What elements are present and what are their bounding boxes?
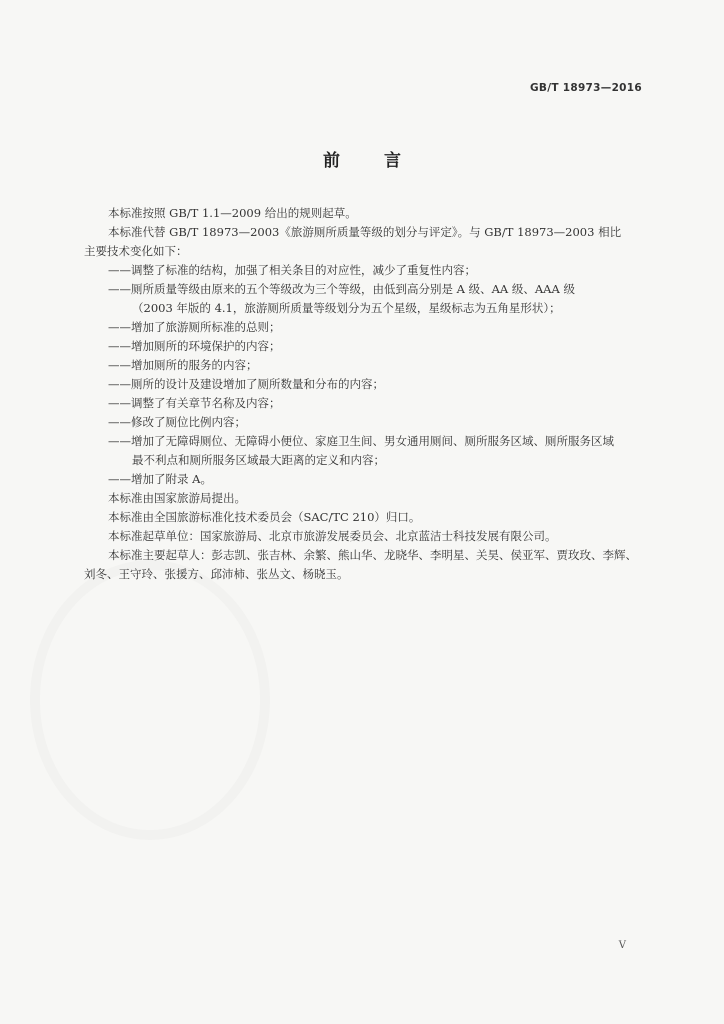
- change-item: ——增加厕所的环境保护的内容；: [108, 339, 281, 353]
- paragraph: 本标准由全国旅游标准化技术委员会（SAC/TC 210）归口。: [108, 510, 421, 524]
- paper-stain: [30, 560, 270, 840]
- change-item: ——修改了厕位比例内容；: [108, 415, 246, 429]
- change-item: ——增加了无障碍厕位、无障碍小便位、家庭卫生间、男女通用厕间、厕所服务区域、厕所服务区域: [108, 434, 614, 448]
- change-item: ——厕所质量等级由原来的五个等级改为三个等级，由低到高分别是 A 级、AA 级、AAA 级: [108, 282, 575, 296]
- paragraph: 本标准按照 GB/T 1.1—2009 给出的规则起草。: [108, 206, 357, 220]
- change-item: ——调整了标准的结构，加强了相关条目的对应性，减少了重复性内容；: [108, 263, 476, 277]
- change-item-continuation: （2003 年版的 4.1，旅游厕所质量等级划分为五个星级，星级标志为五角星形状）；: [132, 301, 561, 315]
- change-item: ——增加厕所的服务的内容；: [108, 358, 258, 372]
- paragraph: 本标准起草单位：国家旅游局、北京市旅游发展委员会、北京蓝洁士科技发展有限公司。: [108, 529, 557, 543]
- paragraph-continuation: 主要技术变化如下：: [84, 244, 188, 258]
- page-title: [0, 146, 724, 171]
- change-item-continuation: 最不利点和厕所服务区域最大距离的定义和内容；: [132, 453, 385, 467]
- title-char-1: 前: [323, 151, 340, 171]
- paragraph-continuation: 刘冬、王守玲、张援方、邱沛柿、张丛文、杨晓玉。: [84, 567, 349, 581]
- change-item: ——调整了有关章节名称及内容；: [108, 396, 281, 410]
- change-item: ——增加了旅游厕所标准的总则；: [108, 320, 281, 334]
- foreword-body: [84, 204, 644, 584]
- paragraph: 本标准由国家旅游局提出。: [108, 491, 246, 505]
- change-item: ——厕所的设计及建设增加了厕所数量和分布的内容；: [108, 377, 384, 391]
- change-item: ——增加了附录 A。: [108, 472, 212, 486]
- page-number: V: [618, 940, 626, 951]
- standard-code: GB/T 18973—2016: [529, 82, 642, 94]
- paragraph: 本标准主要起草人：彭志凯、张吉林、余繁、熊山华、龙晓华、李明星、关昊、侯亚军、贾玫玫、李辉、: [108, 548, 637, 562]
- title-char-2: 言: [384, 151, 401, 171]
- paragraph: 本标准代替 GB/T 18973—2003《旅游厕所质量等级的划分与评定》。与 GB/T 18973—2003 相比: [108, 225, 622, 239]
